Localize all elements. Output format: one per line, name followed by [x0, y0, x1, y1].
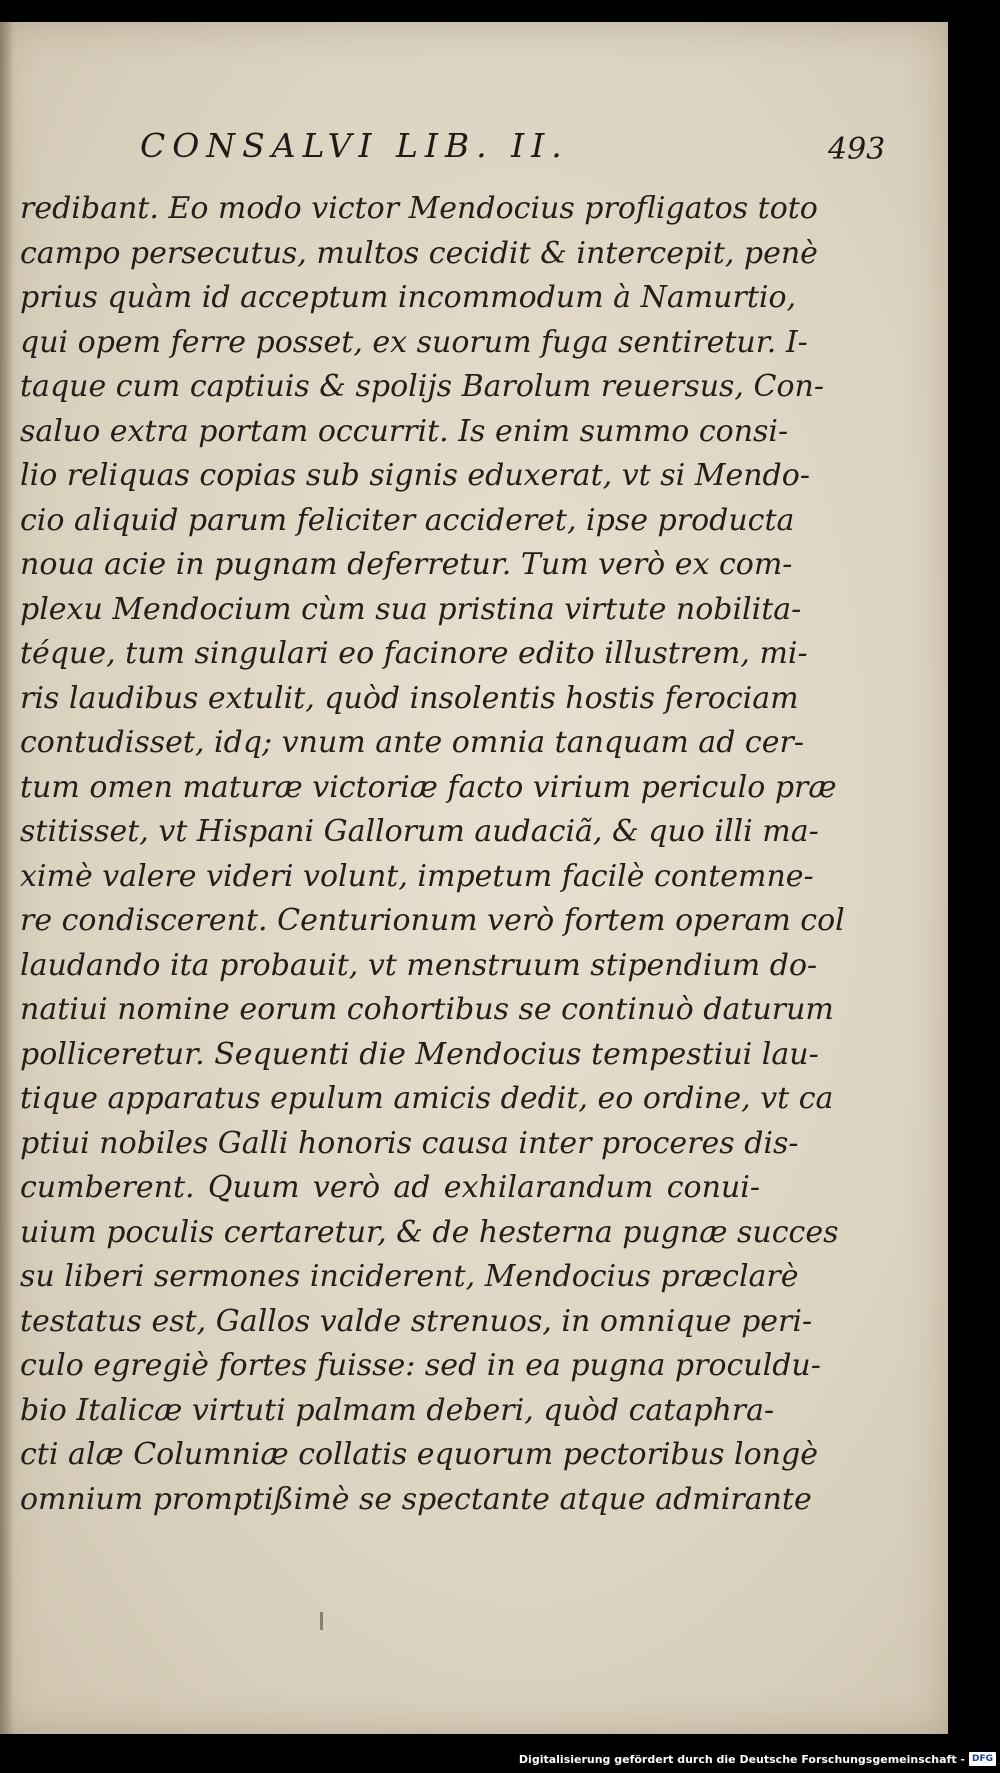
text-line: testatus est, Gallos valde strenuos, in omnique peri- [20, 1303, 813, 1339]
text-line: campo persecutus, multos cecidit & intercepit, penè [20, 235, 818, 271]
text-line: su liberi sermones inciderent, Mendocius præclarè [20, 1259, 799, 1294]
text-line: cti alæ Columniæ collatis equorum pectoribus longè [20, 1437, 818, 1472]
dfg-logo-icon: DFG [969, 1752, 996, 1766]
text-line: uium poculis certaretur, & de hesterna pugnæ succes [20, 1214, 839, 1250]
text-line: redibant. Eo modo victor Mendocius profligatos toto [20, 191, 818, 226]
book-page [0, 22, 948, 1734]
text-line: plexu Mendocium cùm sua pristina virtute nobilita- [20, 591, 802, 627]
ink-mark [320, 1612, 323, 1630]
text-line: stitisset, vt Hispani Gallorum audaciã, & quo illi ma- [20, 814, 819, 849]
text-line: re condiscerent. Centurionum verò fortem operam col [20, 903, 845, 938]
text-line: natiui nomine eorum cohortibus se continuò daturum [20, 992, 834, 1027]
text-line: téque, tum singulari eo facinore edito illustrem, mi- [20, 636, 808, 671]
funding-credit: Digitalisierung gefördert durch die Deutsche Forschungsgemeinschaft - [518, 1752, 965, 1766]
text-line: lio reliquas copias sub signis eduxerat, vt si Mendo- [20, 458, 810, 493]
text-line: ptiui nobiles Galli honoris causa inter proceres dis- [20, 1125, 799, 1161]
text-line: omnium promptißimè se spectante atque admirante [20, 1481, 812, 1517]
text-line: bio Italicæ virtuti palmam deberi, quòd cataphra- [20, 1392, 775, 1428]
text-line: cio aliquid parum feliciter accideret, ipse producta [20, 502, 795, 538]
text-line: noua acie in pugnam deferretur. Tum verò ex com- [20, 547, 793, 582]
text-line: tum omen maturæ victoriæ facto virium periculo præ [20, 769, 837, 805]
text-line: ris laudibus extulit, quòd insolentis hostis ferociam [20, 680, 799, 716]
text-line: ximè valere videri volunt, impetum facilè contemne- [20, 858, 814, 894]
text-line: contudisset, idq; vnum ante omnia tanquam ad cer- [20, 725, 804, 760]
text-line: tique apparatus epulum amicis dedit, eo ordine, vt ca [20, 1081, 834, 1116]
text-line: culo egregiè fortes fuisse: sed in ea pugna proculdu- [20, 1348, 821, 1383]
page-number: 493 [828, 132, 886, 167]
text-line: taque cum captiuis & spolijs Barolum reuersus, Con- [20, 369, 824, 404]
text-line: cumberent. Quum verò ad exhilarandum conui- [20, 1170, 760, 1205]
text-line: laudando ita probauit, vt menstruum stipendium do- [20, 947, 818, 983]
text-line: saluo extra portam occurrit. Is enim summo consi- [20, 413, 789, 449]
text-line: polliceretur. Sequenti die Mendocius tempestiui lau- [20, 1036, 819, 1072]
text-line: prius quàm id acceptum incommodum à Namurtio, [20, 280, 797, 315]
running-head: CONSALVI LIB. II. [140, 126, 569, 165]
text-line: qui opem ferre posset, ex suorum fuga sentiretur. I- [20, 324, 808, 360]
body-text [20, 187, 845, 1522]
digitization-footer [519, 1749, 1000, 1769]
page-gutter-shadow [0, 22, 14, 1734]
